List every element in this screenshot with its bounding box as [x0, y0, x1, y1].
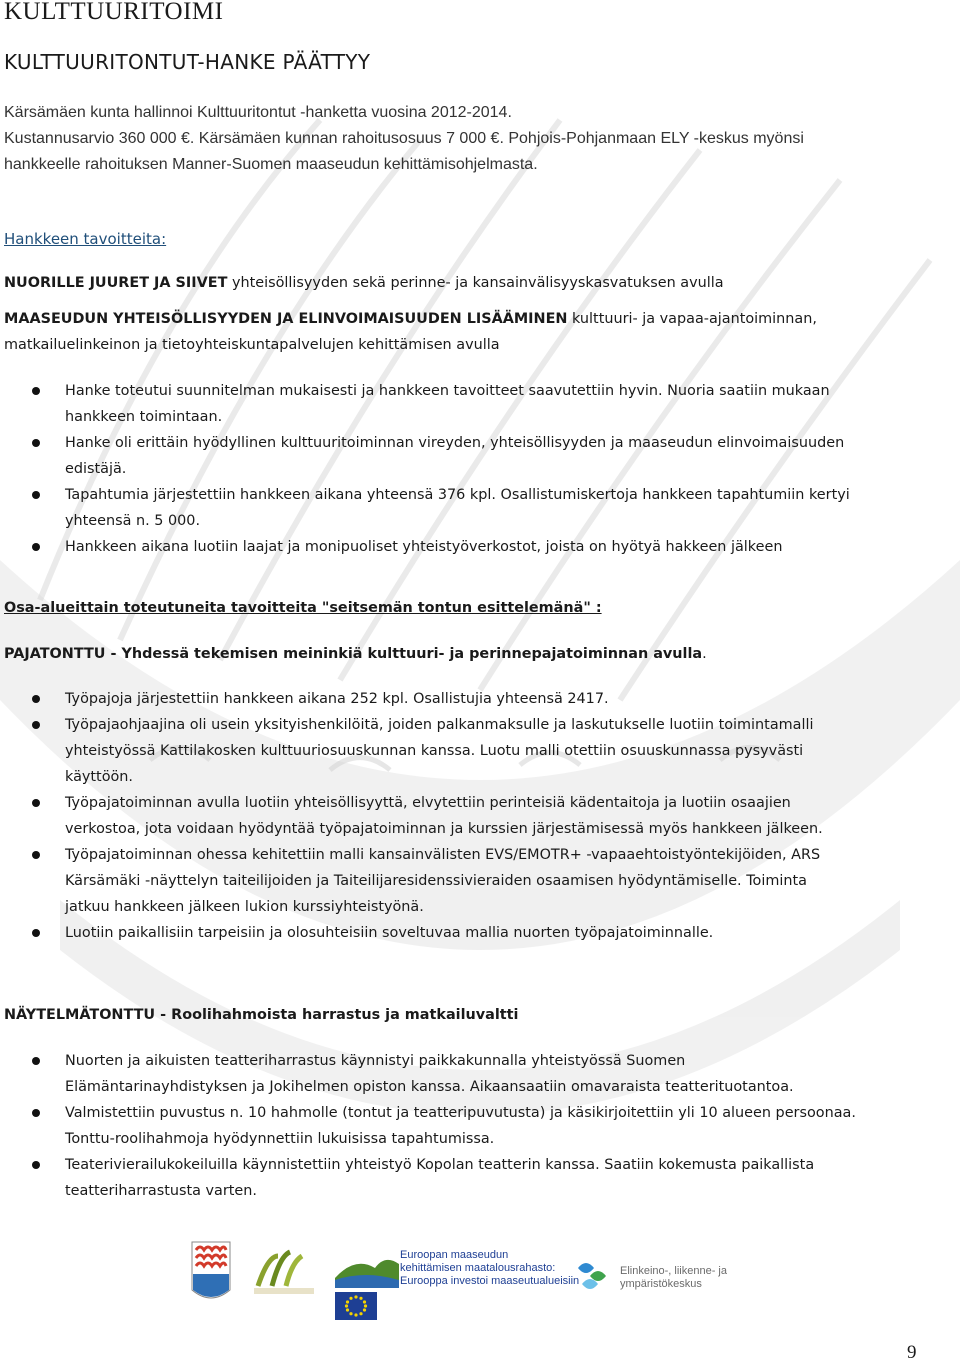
- list-item: [0, 1152, 950, 1204]
- list-item-line: verkostoa, jota voidaan hyödyntää työpajatoiminnan ja kurssien järjestämisessä myös hankkeen jälkeen.: [65, 821, 823, 837]
- list-item-line: Hankkeen aikana luotiin laajat ja monipuoliset yhteistyöverkostot, joista on hyötyä hakkeen jälkeen: [65, 539, 783, 555]
- list-item-line: Hanke oli erittäin hyödyllinen kulttuuritoiminnan vireyden, yhteisöllisyyden ja maaseudun elinvoimaisuuden: [65, 435, 845, 451]
- list-item: [0, 790, 950, 842]
- karsamaki-coat-of-arms-icon: [192, 1242, 230, 1298]
- bullet-icon: [32, 929, 40, 937]
- list-item: [0, 482, 950, 534]
- list-item-line: Tapahtumia järjestettiin hankkeen aikana yhteensä 376 kpl. Osallistumiskertoja hankkeen tapahtumiin kertyi: [65, 487, 850, 503]
- list-item-line: jatkuu hankkeen jälkeen lukion kurssiyhteistyönä.: [65, 899, 424, 915]
- bullet-icon: [32, 851, 40, 859]
- pajatonttu-heading-end: .: [702, 646, 707, 662]
- goal-youth-title: NUORILLE JUURET JA SIIVET: [4, 275, 228, 291]
- ely-logo-icon: [578, 1263, 606, 1289]
- bullet-icon: [32, 695, 40, 703]
- bullet-icon: [32, 799, 40, 807]
- naytelmatonttu-list: [0, 1048, 950, 1204]
- intro-line: hankkeelle rahoituksen Manner-Suomen maaseudun kehittämisohjelmasta.: [4, 156, 538, 173]
- list-item-line: Luotiin paikallisiin tarpeisiin ja olosuhteisiin soveltuvaa mallia nuorten työpajatoiminnalle.: [65, 925, 714, 941]
- intro-line: Kustannusarvio 360 000 €. Kärsämäen kunnan rahoitusosuus 7 000 €. Pohjois-Pohjanmaan ELY -keskus myönsi: [4, 130, 804, 147]
- list-item: [0, 712, 950, 790]
- results-list: [0, 378, 950, 560]
- list-item: [0, 430, 950, 482]
- list-item-line: käyttöön.: [65, 769, 134, 785]
- eu-flag-icon: [335, 1292, 377, 1320]
- list-item-line: teatteriharrastusta varten.: [65, 1183, 257, 1199]
- list-item-line: Valmistettiin puvustus n. 10 hahmolle (tontut ja teatteripuvutusta) ja käsikirjoitettiin yli 10 alueen persoonaa.: [65, 1105, 856, 1121]
- list-item-line: edistäjä.: [65, 461, 127, 477]
- list-item-line: Työpajatoiminnan avulla luotiin yhteisöllisyyttä, elvytettiin perinteisiä kädentaitoja ja luotiin osaajien: [65, 795, 791, 811]
- list-item: [0, 378, 950, 430]
- list-item-line: Työpajaohjaajina oli usein yksityishenkilöitä, joiden palkanmaksulle ja laskutukselle luotiin toimintamalli: [65, 717, 814, 733]
- goal-rural-title: MAASEUDUN YHTEISÖLLISYYDEN JA ELINVOIMAISUUDEN LISÄÄMINEN: [4, 311, 568, 327]
- goal-youth: [4, 270, 944, 296]
- section-heading: KULTTUURITONTUT-HANKE PÄÄTTYY: [4, 50, 371, 74]
- naytelmatonttu-heading-text: NÄYTELMÄTONTTU - Roolihahmoista harrastus ja matkailuvaltti: [4, 1007, 519, 1023]
- goals-label-text: Hankkeen tavoitteita: [4, 230, 162, 248]
- bullet-icon: [32, 1161, 40, 1169]
- pajatonttu-list: [0, 686, 950, 946]
- page-title: KULTTUURITOIMI: [4, 0, 224, 25]
- list-item-line: Hanke toteutui suunnitelman mukaisesti ja hankkeen tavoitteet saavutettiin hyvin. Nuoria saatiin mukaan: [65, 383, 830, 399]
- list-item-line: hankkeen toimintaan.: [65, 409, 223, 425]
- goal-rural: [4, 306, 944, 358]
- goals-label: [4, 226, 166, 252]
- list-item-line: Kärsämäki -näyttelyn taiteilijoiden ja Taiteilijaresidenssivieraiden osaamisen hyödyntämiselle. Toiminta: [65, 873, 807, 889]
- ely-logo-text-line: Elinkeino-, liikenne- ja: [620, 1265, 727, 1277]
- goal-youth-text: yhteisöllisyyden sekä perinne- ja kansainvälisyyskasvatuksen avulla: [227, 275, 724, 291]
- goals-label-colon: :: [161, 230, 167, 248]
- list-item: [0, 686, 950, 712]
- list-item-line: yhteensä n. 5 000.: [65, 513, 201, 529]
- list-item-line: Teaterivierailukokeiluilla käynnistettiin yhteistyö Kopolan teatterin kanssa. Saatiin kokemusta paikallista: [65, 1157, 815, 1173]
- list-item-line: Nuorten ja aikuisten teatteriharrastus käynnistyi paikkakunnalla yhteistyössä Suomen: [65, 1053, 686, 1069]
- list-item: [0, 842, 950, 920]
- goal-rural-text: kulttuuri- ja vapaa-ajantoiminnan,: [567, 311, 817, 327]
- list-item: [0, 920, 950, 946]
- list-item: [0, 534, 950, 560]
- list-item-line: Työpajatoiminnan ohessa kehitettiin malli kansainvälisten EVS/EMOTR+ -vapaaehtoistyöntekijöiden, ARS: [65, 847, 821, 863]
- bullet-icon: [32, 721, 40, 729]
- goal-rural-text-cont: matkailuelinkeinon ja tietoyhteiskuntapalvelujen kehittämisen avulla: [4, 337, 500, 353]
- intro-line: Kärsämäen kunta hallinnoi Kulttuuritontut -hanketta vuosina 2012-2014.: [4, 104, 512, 121]
- naytelmatonttu-heading: [4, 1002, 944, 1028]
- landscape-logo-icon: [335, 1260, 399, 1288]
- bullet-icon: [32, 543, 40, 551]
- pajatonttu-heading: [4, 641, 944, 667]
- list-item-line: yhteistyössä Kattilakosken kulttuuriosuuskunnan kanssa. Luotu malli otettiin osuuskunnassa pysyvästi: [65, 743, 804, 759]
- eu-logo-text-line: Eurooppa investoi maaseutualueisiin: [400, 1275, 580, 1287]
- bullet-icon: [32, 491, 40, 499]
- eu-logo-text-line: Euroopan maaseudun: [400, 1249, 509, 1261]
- bullet-icon: [32, 1109, 40, 1117]
- leader-group-logo-icon: [254, 1252, 314, 1294]
- bullet-icon: [32, 439, 40, 447]
- list-item: [0, 1100, 950, 1152]
- subgoals-heading-text: Osa-alueittain toteutuneita tavoitteita "seitsemän tontun esittelemänä" :: [4, 600, 602, 616]
- bullet-icon: [32, 387, 40, 395]
- bullet-icon: [32, 1057, 40, 1065]
- page-number: 9: [907, 1342, 917, 1363]
- pajatonttu-heading-text: PAJATONTTU - Yhdessä tekemisen meininkiä kulttuuri- ja perinnepajatoiminnan avulla: [4, 646, 703, 662]
- list-item-line: Tonttu-roolihahmoja hyödynnettiin lukuisissa tapahtumissa.: [65, 1131, 495, 1147]
- sponsor-logos: [190, 1240, 750, 1320]
- list-item-line: Elämäntarinayhdistyksen ja Jokihelmen opiston kanssa. Aikaansaatiin omavaraista teatterituotantoa.: [65, 1079, 794, 1095]
- subgoals-heading: [4, 595, 944, 621]
- intro-paragraph: [4, 100, 944, 178]
- eu-logo-text-line: kehittämisen maatalousrahasto:: [400, 1262, 556, 1274]
- ely-logo-text-line: ympäristökeskus: [620, 1278, 702, 1290]
- list-item: [0, 1048, 950, 1100]
- list-item-line: Työpajoja järjestettiin hankkeen aikana 252 kpl. Osallistujia yhteensä 2417.: [65, 691, 609, 707]
